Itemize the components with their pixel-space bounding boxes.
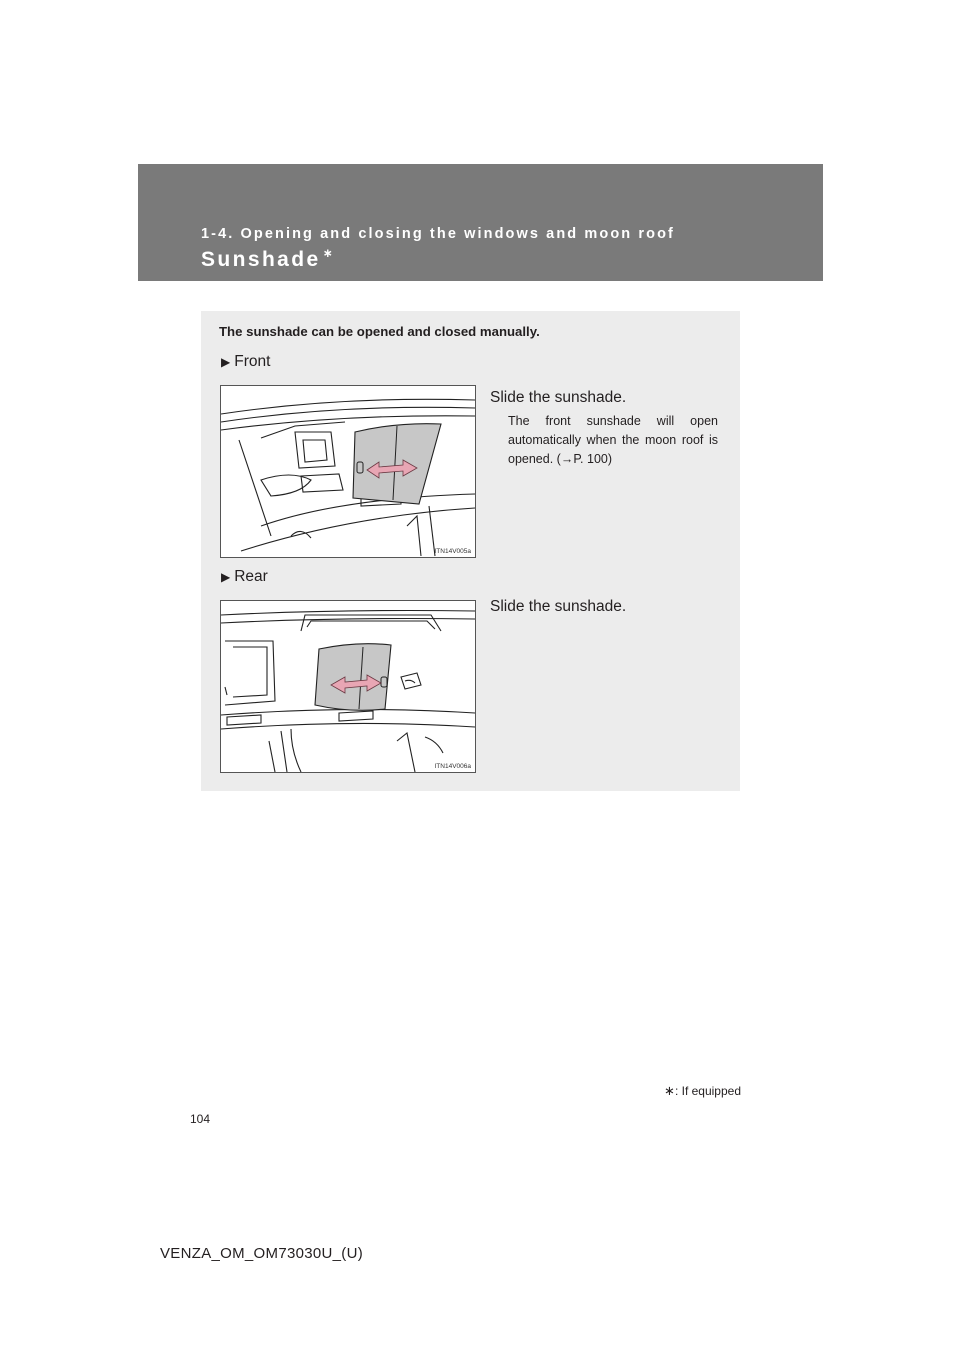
page-number: 104 [190,1112,211,1126]
front-label: Front [234,353,271,370]
rear-subhead [221,568,268,586]
rear-figure-code: ITN14V006a [434,763,471,770]
triangle-right-icon: ▶ [221,570,231,584]
footnote-text: : If equipped [674,1084,741,1098]
header-band [138,164,823,281]
front-figure-code: ITN14V005a [434,548,471,555]
equipped-marker-icon: ∗ [664,1083,675,1098]
rear-label: Rear [234,568,268,585]
rear-instruction: Slide the sunshade. [490,598,627,615]
rear-sunshade-illustration [221,601,475,772]
footnote [664,1083,741,1099]
equipped-marker-icon: ∗ [322,246,333,260]
front-instruction: Slide the sunshade. [490,389,627,406]
content-box [201,311,740,791]
front-note: The front sunshade will open automatically when the moon roof is opened. (→P. 100) [508,414,718,466]
intro-text: The sunshade can be opened and closed manually. [219,324,540,339]
document-id: VENZA_OM_OM73030U_(U) [160,1245,364,1262]
front-sunshade-illustration [221,386,475,557]
rear-sunshade-figure [220,600,476,773]
page-title [201,248,333,272]
front-subhead [221,353,270,371]
triangle-right-icon: ▶ [221,355,231,369]
page-title-text: Sunshade [201,248,321,271]
front-sunshade-figure [220,385,476,558]
section-title: 1-4. Opening and closing the windows and moon roof [201,226,675,242]
